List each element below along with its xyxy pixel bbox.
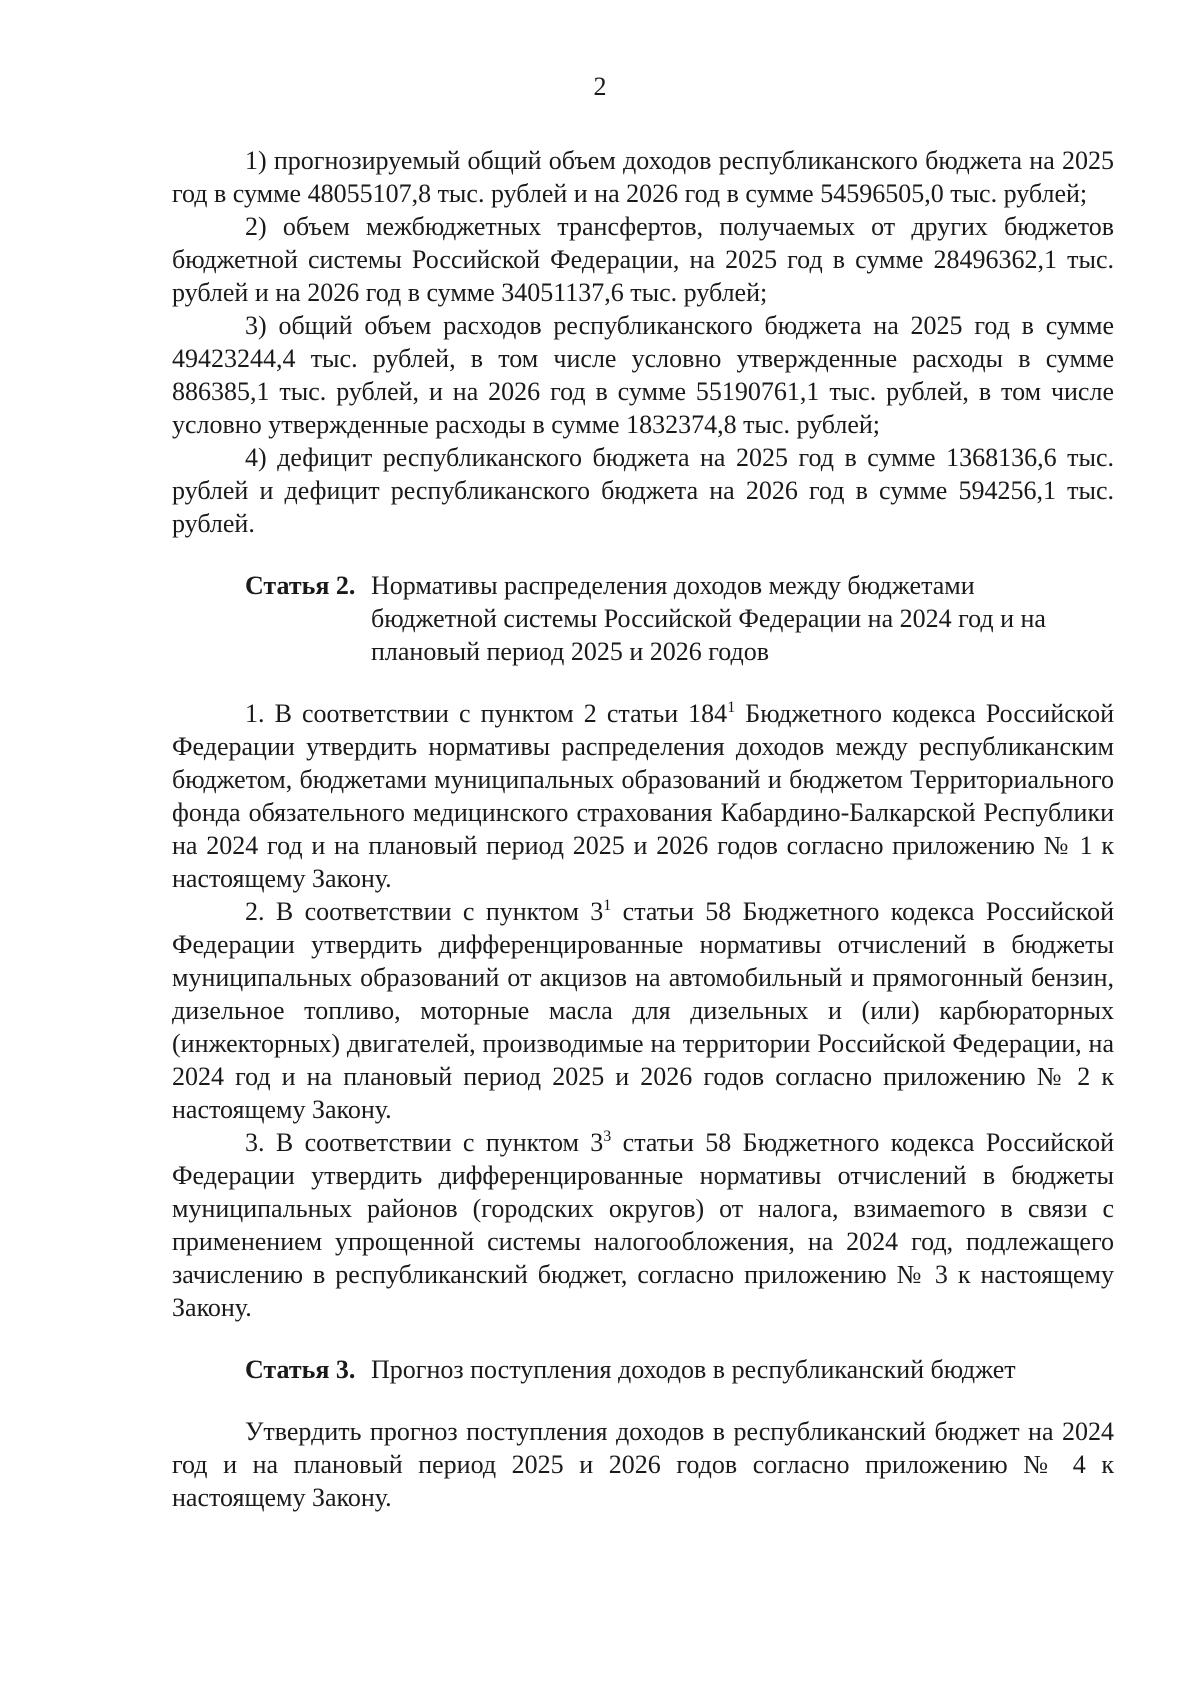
budget-item-4: 4) дефицит республиканского бюджета на 2025 год в сумме 1368136,6 тыс. рублей и дефицит республиканского бюджета на 2026 год в сумме 594256,1 тыс. рублей. <box>172 443 1114 538</box>
article-2-heading <box>172 569 1114 668</box>
superscript: 1 <box>603 897 612 914</box>
article-3-paragraph: Утвердить прогноз поступления доходов в республиканский бюджет на 2024 год и на плановый период 2025 и 2026 годов согласно приложению № 4 к настоящему Закону. <box>172 1417 1114 1512</box>
article-2-title: Нормативы распределения доходов между бюджетами бюджетной системы Российской Федерации на 2024 год и на плановый период 2025 и 2026 годов <box>371 571 1046 666</box>
article-2-number: Статья 2. <box>245 571 356 600</box>
article-3-heading <box>172 1353 1114 1386</box>
article-3-title: Прогноз поступления доходов в республиканский бюджет <box>371 1355 1016 1384</box>
budget-item-2: 2) объем межбюджетных трансфертов, получаемых от других бюджетов бюджетной системы Российской Федерации, на 2025 год в сумме 28496362,1 тыс. рублей и на 2026 год в сумме 34051137,6 тыс. рублей; <box>172 212 1114 307</box>
budget-item-3: 3) общий объем расходов республиканского бюджета на 2025 год в сумме 49423244,4 тыс. рублей, в том числе условно утвержденные расходы в сумме 886385,1 тыс. рублей, и на 2026 год в сумме 55190761,1 тыс. рублей, в том числе условно утвержденные расходы в сумме 1832374,8 тыс. рублей; <box>172 311 1114 439</box>
article-2-paragraph-1: 1. В соответствии с пунктом 2 статьи $184^1$ Бюджетного кодекса Российской Федерации утвердить нормативы распределения доходов между республиканским бюджетом, бюджетами муниципальных образований и бюджетом Территориального фонда обязательного медицинского страхования Кабардино-Балкарской Республики на 2024 год и на плановый период 2025 и 2026 годов согласно приложению № 1 к настоящему Закону. <box>172 699 1114 893</box>
superscript: 1 <box>727 699 736 716</box>
budget-item-1: 1) прогнозируемый общий объем доходов республиканского бюджета на 2025 год в сумме 48055107,8 тыс. рублей и на 2026 год в сумме 54596505,0 тыс. рублей; <box>172 146 1114 208</box>
document-body <box>172 144 1114 1514</box>
article-3-number: Статья 3. <box>245 1355 356 1384</box>
superscript: 3 <box>603 1128 612 1145</box>
article-2-paragraph-3: 3. В соответствии с пунктом $3^3$ статьи 58 Бюджетного кодекса Российской Федерации утвердить дифференцированные нормативы отчислений в бюджеты муниципальных районов (городских округов) от налога, взимаеmого в связи с применением упрощенной системы налогообложения, на 2024 год, подлежащего зачислению в республиканский бюджет, согласно приложению № 3 к настоящему Закону. <box>172 1128 1114 1322</box>
article-2-paragraph-2: 2. В соответствии с пунктом $3^1$ статьи 58 Бюджетного кодекса Российской Федерации утвердить дифференцированные нормативы отчислений в бюджеты муниципальных образований от акцизов на автомобильный и прямогонный бензин, дизельное топливо, моторные масла для дизельных и (или) карбюраторных (инжекторных) двигателей, производимые на территории Российской Федерации, на 2024 год и на плановый период 2025 и 2026 годов согласно приложению № 2 к настоящему Закону. <box>172 897 1114 1124</box>
page-number: 2 <box>593 72 607 101</box>
